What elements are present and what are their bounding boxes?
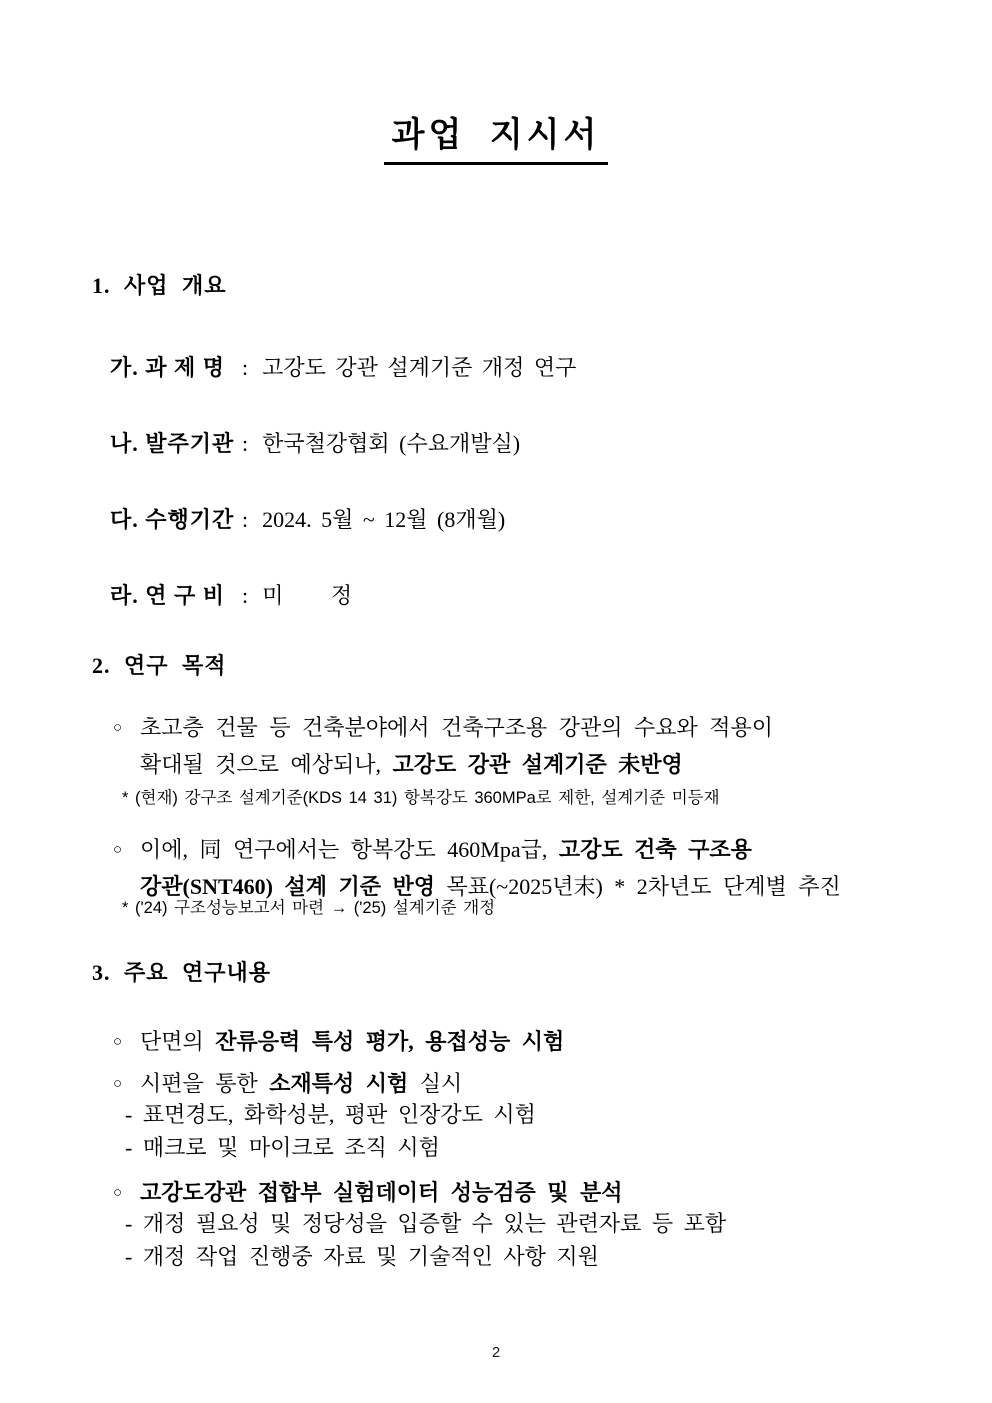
circle-bullet-icon: ○: [113, 842, 123, 858]
circle-bullet-icon: ○: [113, 1076, 123, 1092]
page-number: 2: [491, 1344, 501, 1361]
bullet-text-bold: 고강도 건축 구조용: [558, 837, 752, 862]
bullet-text-line: 단면의: [140, 1029, 216, 1054]
bullet-text: [140, 1065, 902, 1102]
footnote: * ('24) 구조성능보고서 마련 → ('25) 설계기준 개정: [122, 899, 496, 917]
item-label: 다. 수행기간: [110, 507, 235, 532]
item-ordering-agency: [110, 429, 992, 459]
circle-bullet-icon: ○: [113, 1034, 123, 1050]
bullet-item: [113, 1065, 902, 1102]
sub-item: - 개정 작업 진행중 자료 및 기술적인 사항 지원: [125, 1244, 599, 1269]
bullet-text-line: 초고층 건물 등 건축분야에서 건축구조용 강관의 수요와 적용이: [140, 715, 774, 740]
bullet-item: [113, 709, 902, 783]
bullet-item: [113, 1174, 902, 1211]
bullet-text: [140, 1023, 902, 1060]
bullet-text-line: 이에, 同 연구에서는 항복강도 460Mpa급,: [140, 837, 559, 862]
item-value: 2024. 5월 ~ 12월 (8개월): [262, 507, 506, 532]
footnote: * (현재) 강구조 설계기준(KDS 14 31) 항복강도 360MPa로 제한, 설계기준 미등재: [122, 789, 720, 807]
item-label: 가. 과 제 명: [110, 355, 226, 380]
section-2-heading: 2. 연구 목적: [92, 653, 227, 678]
section-1-heading: 1. 사업 개요: [92, 273, 227, 298]
bullet-text-bold: 잔류응력 특성 평가, 용접성능 시험: [215, 1029, 565, 1054]
bullet-text-bold: 고강도강관 접합부 실험데이터 성능검증 및 분석: [140, 1180, 623, 1205]
bullet-text: [140, 1174, 902, 1211]
bullet-item: [113, 1023, 902, 1060]
item-value: 한국철강협회 (수요개발실): [262, 431, 521, 456]
section-3-heading: 3. 주요 연구내용: [92, 960, 272, 985]
bullet-text: [140, 709, 902, 746]
item-value: 미 정: [262, 583, 353, 608]
item-value: 고강도 강관 설계기준 개정 연구: [262, 355, 577, 380]
sub-item: - 개정 필요성 및 정당성을 입증할 수 있는 관련자료 등 포함: [125, 1211, 727, 1236]
item-period: [110, 505, 992, 535]
item-label: 라. 연 구 비: [110, 583, 226, 608]
bullet-text: [140, 868, 902, 905]
bullet-text-line: 확대될 것으로 예상되나,: [140, 752, 393, 777]
bullet-text-line: 시편을 통한: [140, 1071, 270, 1096]
item-budget: [110, 581, 992, 611]
item-project-name: [110, 353, 992, 383]
bullet-text: [140, 831, 902, 868]
item-colon: :: [242, 355, 249, 380]
circle-bullet-icon: ○: [113, 720, 123, 736]
bullet-text-line: 목표(~2025년末) * 2차년도 단계별 추진: [434, 874, 841, 899]
item-colon: :: [242, 431, 249, 456]
item-colon: :: [242, 583, 249, 608]
page-title: 과업 지시서: [384, 112, 609, 165]
bullet-text-bold: 소재특성 시험: [269, 1071, 409, 1096]
circle-bullet-icon: ○: [113, 1185, 123, 1201]
sub-item: - 표면경도, 화학성분, 평판 인장강도 시험: [125, 1102, 536, 1127]
sub-item: - 매크로 및 마이크로 조직 시험: [125, 1135, 440, 1160]
bullet-text-bold: 강관(SNT460) 설계 기준 반영: [140, 874, 435, 899]
item-label: 나. 발주기관: [110, 431, 235, 456]
bullet-text-line: 실시: [408, 1071, 463, 1096]
item-colon: :: [242, 507, 249, 532]
bullet-text-bold: 고강도 강관 설계기준 未반영: [392, 752, 683, 777]
bullet-text: [140, 746, 902, 783]
title-block: [0, 0, 992, 165]
bullet-item: [113, 831, 902, 905]
